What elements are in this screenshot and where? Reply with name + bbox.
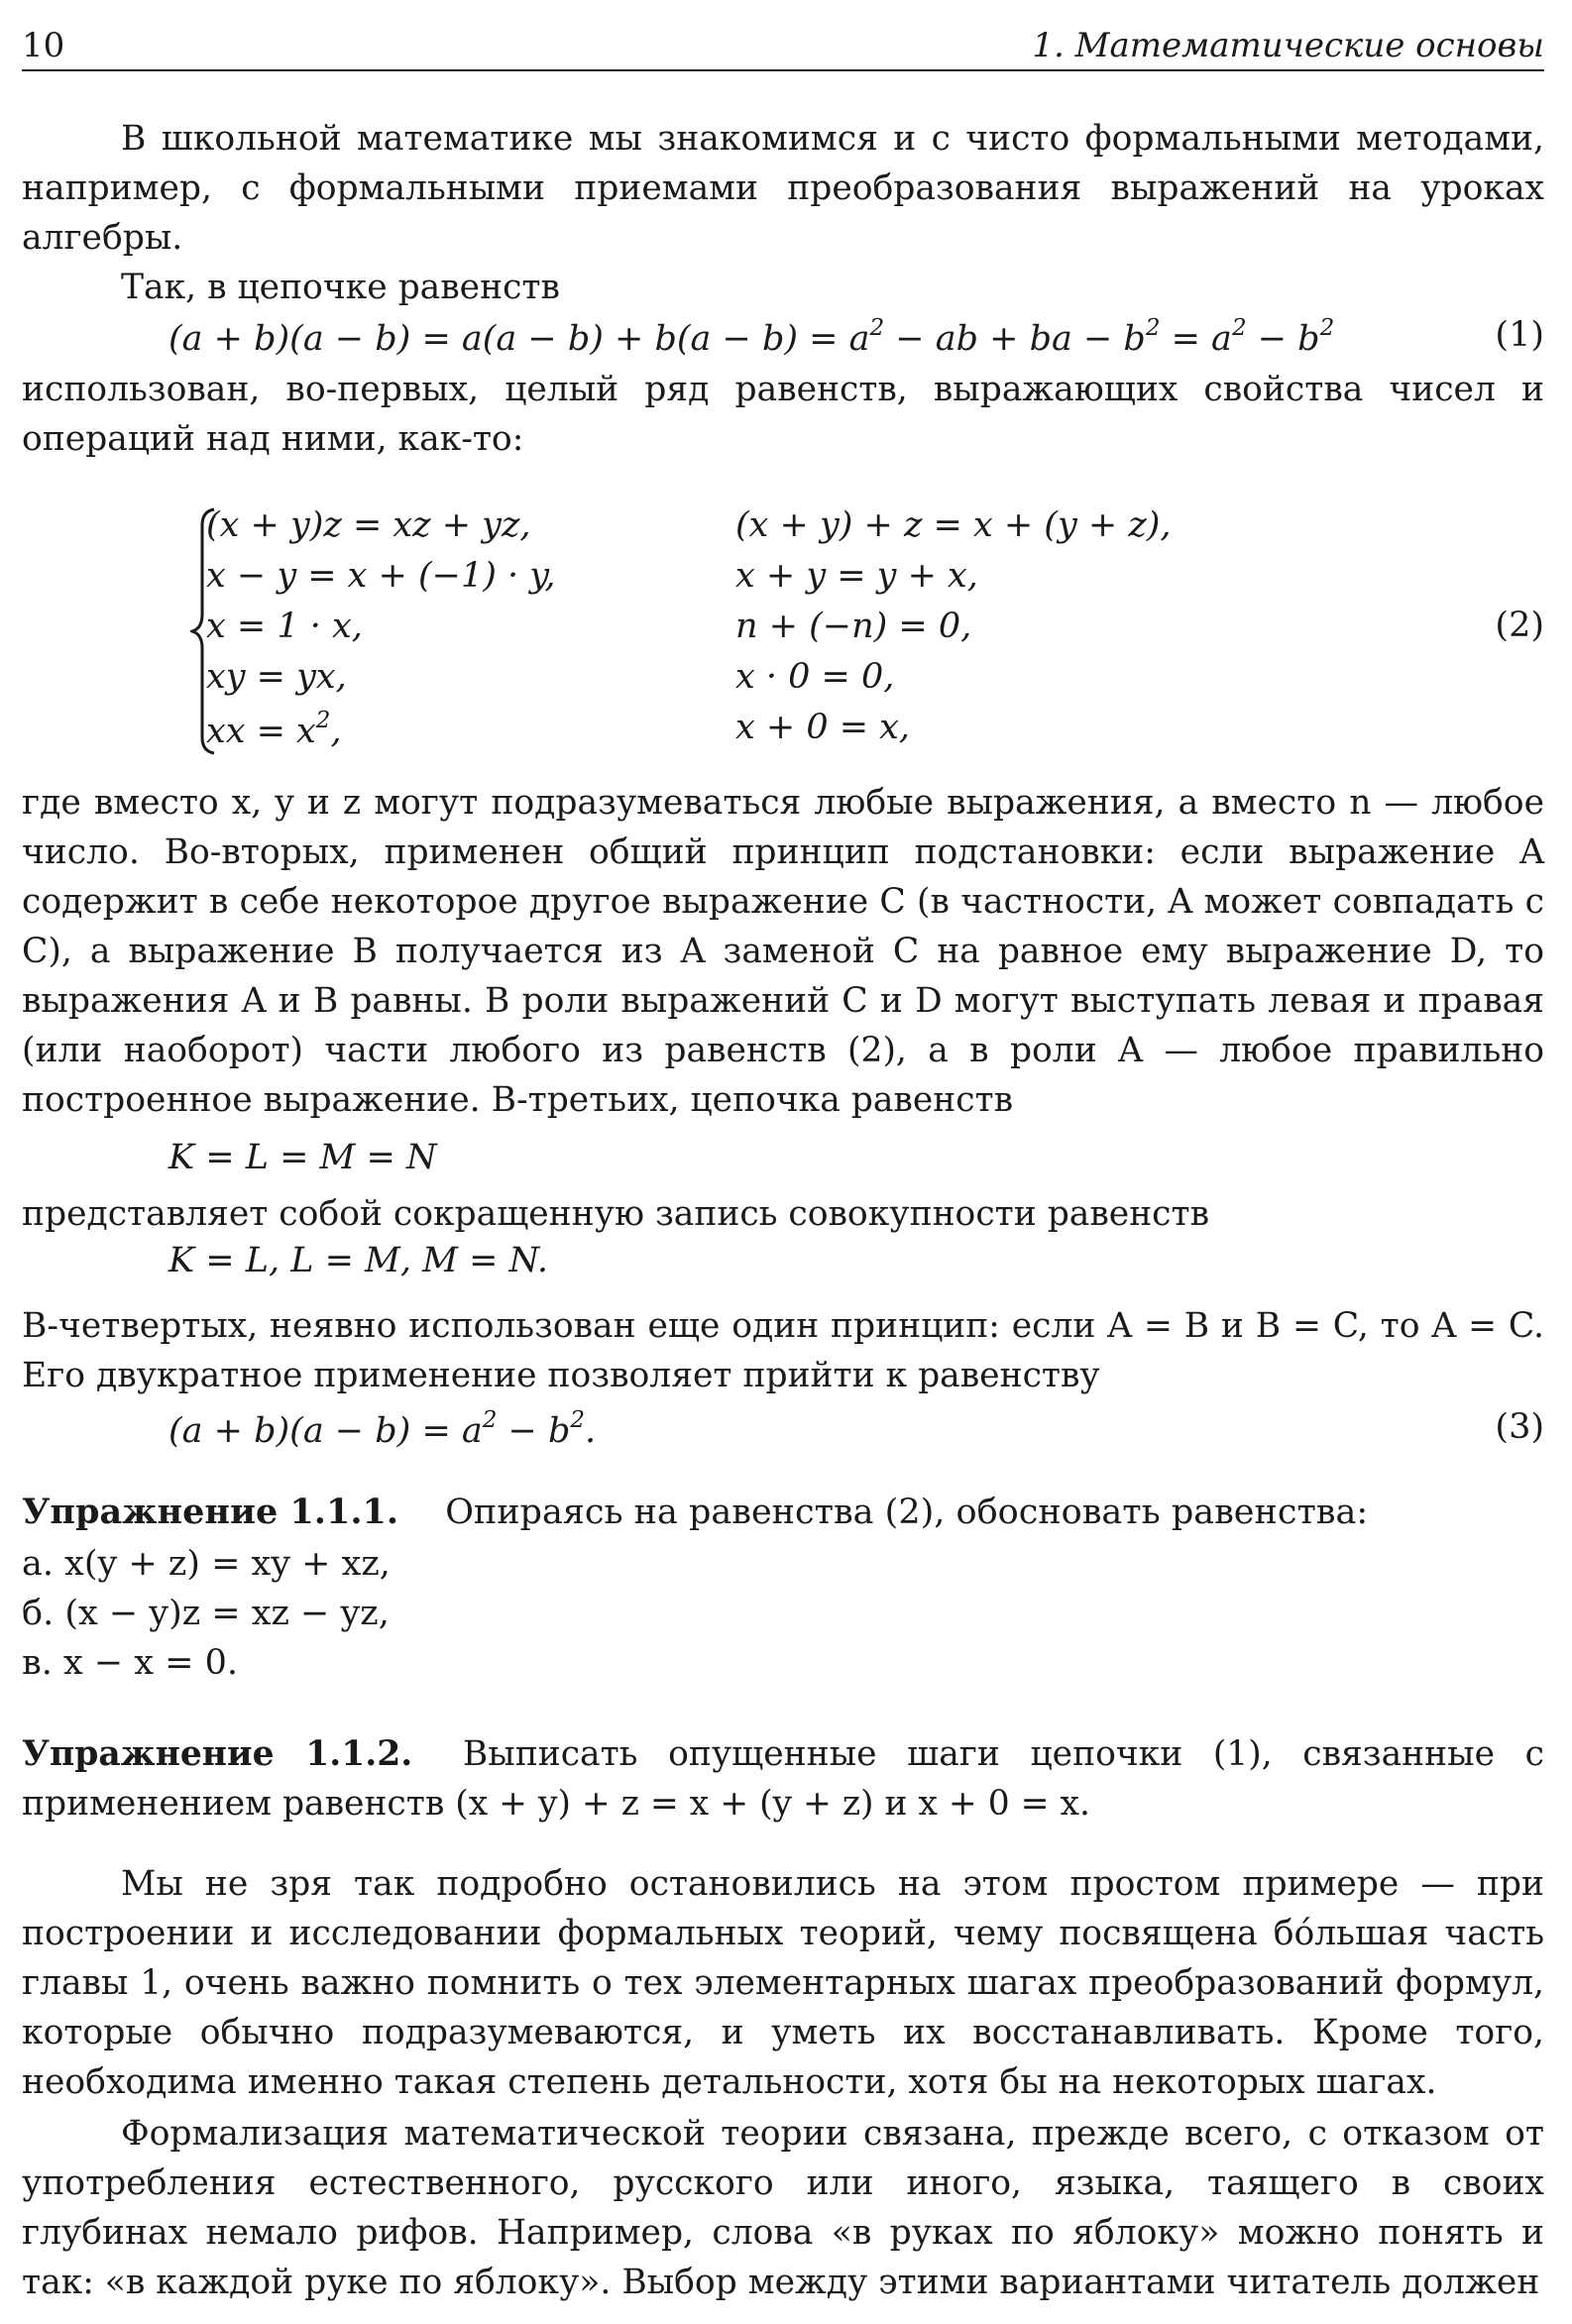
system-left-row: x = 1 · x, [206,607,363,646]
system-left-row: (x + y)z = xz + yz, [206,505,531,545]
equation-klmn: K = L = M = N [168,1138,437,1177]
paragraph-formalization: Формализация математической теории связана, прежде всего, с отказом от употребления естественного, русского или иного, языка, таящего в своих глубинах немало рифов. Например, слова «в руках по яблоку» можно понять и так: «в каждой руке по яблоку». Выбор между этими вариантами читатель должен [22,2114,1544,2302]
paragraph-properties: использован, во-первых, целый ряд равенств, выражающих свойства чисел и операций над ними, как-то: [22,370,1544,459]
system-right-row: x · 0 = 0, [735,657,895,697]
equation-3-number: (3) [1495,1407,1544,1447]
system-left-row: xx = $x^2$, [206,708,342,751]
paragraph-chain-intro: Так, в цепочке равенств [121,268,560,307]
system-right-row: x + 0 = x, [735,708,911,747]
system-right-row: n + (−n) = 0, [735,607,972,646]
paragraph-shorthand: представляет собой сокращенную запись совокупности равенств [22,1194,1210,1234]
equation-klmn-expanded: K = L, L = M, M = N. [168,1241,549,1280]
exercise-2-label: Упражнение 1.1.2. [22,1734,413,1774]
exercise-1-item: а. x(y + z) = xy + xz, [22,1544,391,1584]
equation-system-2 [190,505,1544,763]
paragraph-detail: Мы не зря так подробно остановились на этом простом примере — при построении и исследовании формальных теорий, чему посвящена бо́льшая часть главы 1, очень важно помнить о тех элементарных шагах преобразований формул, которые обычно подразумеваются, и уметь их восстанавливать. Кроме того, необходима именно такая степень детальности, хотя бы на некоторых шагах. [22,1864,1544,2102]
exercise-1-text: Опираясь на равенства (2), обосновать равенства: [445,1493,1369,1532]
system-left-row: x − y = x + (−1) · y, [206,556,556,596]
exercise-1-item: б. (x − y)z = xz − yz, [22,1594,390,1633]
equation-2-number: (2) [1495,606,1544,645]
chapter-title: 1. Математические основы [1032,26,1544,65]
exercise-1-item: в. x − x = 0. [22,1643,238,1683]
exercise-1-label: Упражнение 1.1.1. [22,1492,399,1532]
exercise-2 [22,1729,1544,1828]
equation-3: $(a + b)(a - b) = a^2 - b^2$. [168,1407,597,1451]
system-right-row: x + y = y + x, [735,556,978,596]
page-header [22,22,1544,71]
paragraph-intro: В школьной математике мы знакомимся и с чисто формальными методами, например, с формальными приемами преобразования выражений на уроках алгебры. [22,119,1544,258]
exercise-1-heading [22,1492,1368,1532]
equation-1-number: (1) [1495,315,1544,355]
paragraph-substitution: где вместо x, y и z могут подразумеваться любые выражения, а вместо n — любое число. Во-вторых, применен общий принцип подстановки: если выражение A содержит в себе некоторое другое выражение C (в частности, A может совпадать с C), а выражение B получается из A заменой C на равное ему выражение D, то выражения A и B равны. В роли выражений C и D могут выступать левая и правая (или наоборот) части любого из равенств (2), а в роли A — любое правильно построенное выражение. В-третьих, цепочка равенств [22,783,1544,1120]
page-number: 10 [22,26,65,65]
exercise-2-text: Выписать опущенные шаги цепочки (1), связанные с применением равенств (x + y) + z = x + (y + z) и x + 0 = x. [22,1734,1544,1824]
paragraph-transitivity: В-четвертых, неявно использован еще один принцип: если A = B и B = C, то A = C. Его двукратное применение позволяет прийти к равенству [22,1306,1544,1395]
system-left-row: xy = yx, [206,657,347,697]
equation-1: $(a + b)(a - b) = a(a - b) + b(a - b) = a^2$ − ab + ba − $b^2 = a^2 - b^2$ [168,315,1335,359]
system-right-row: (x + y) + z = x + (y + z), [735,505,1172,545]
